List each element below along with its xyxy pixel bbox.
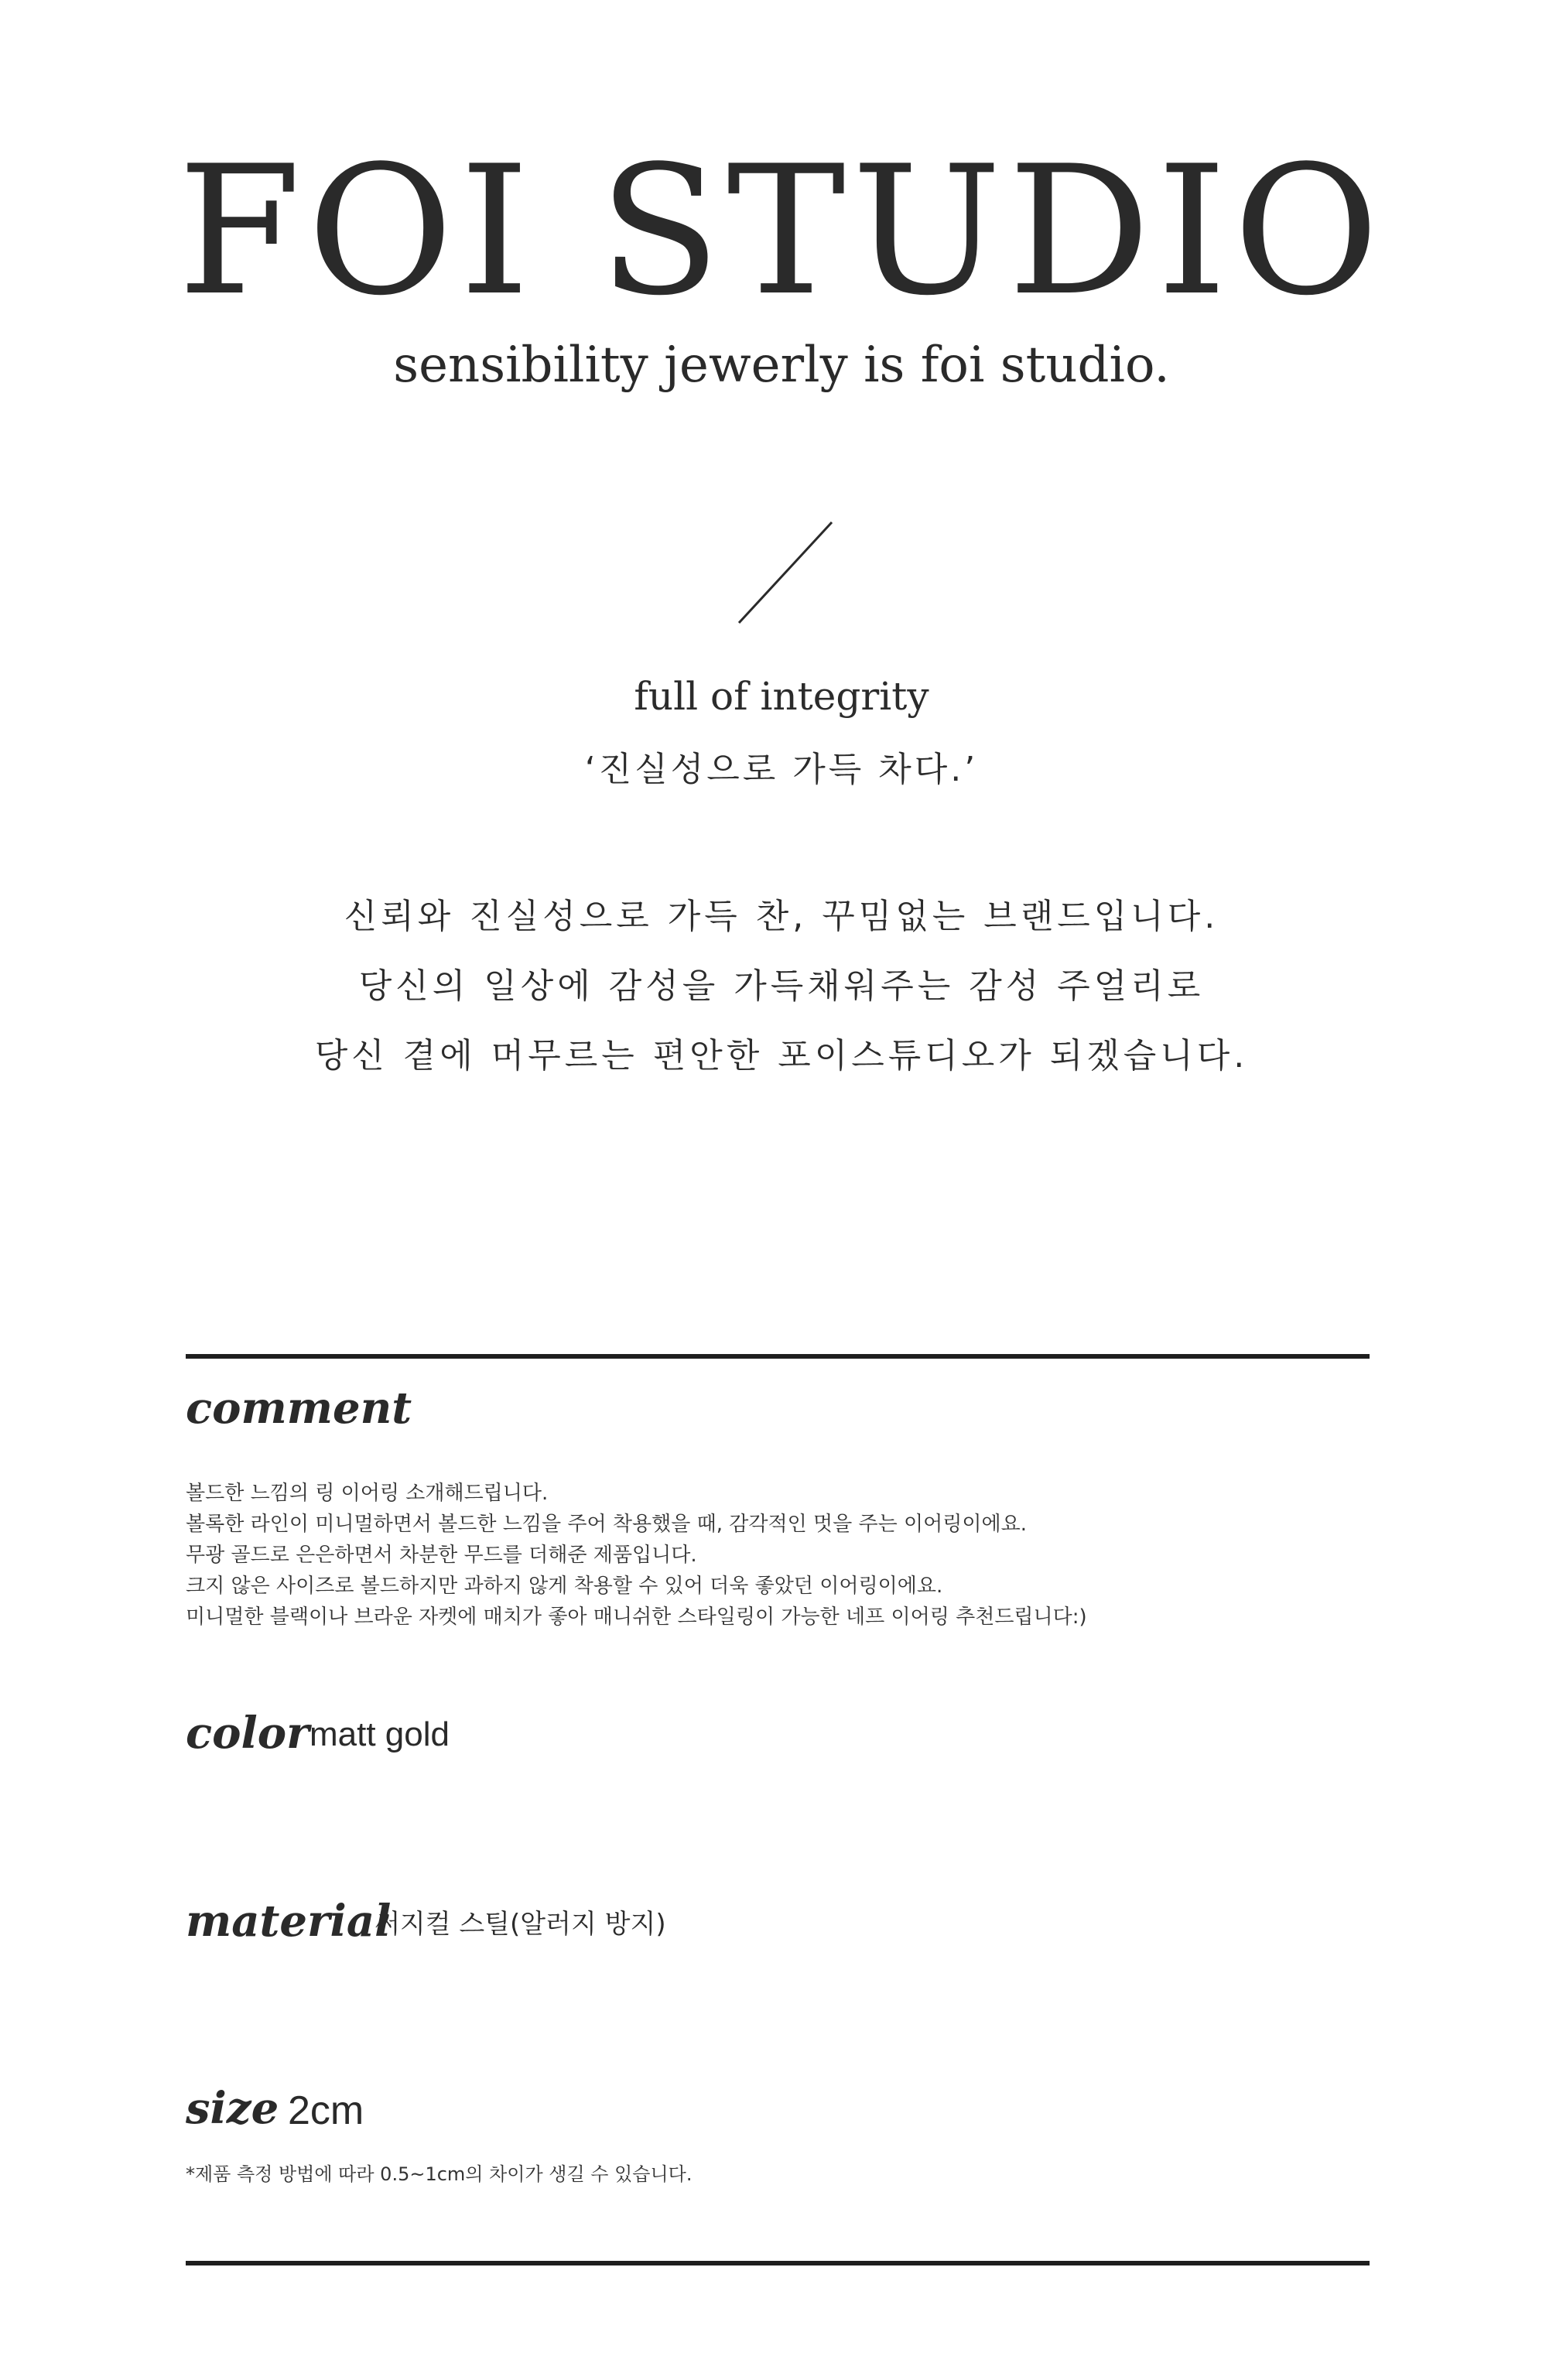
comment-line: 볼드한 느낌의 링 이어링 소개해드립니다. xyxy=(186,1482,549,1505)
integrity-heading: full of integrity xyxy=(634,674,929,719)
comment-label: comment xyxy=(186,1383,412,1434)
divider-rule xyxy=(186,1354,1370,1359)
color-label: color xyxy=(186,1708,310,1759)
intro-line: 당신 곁에 머무르는 편안한 포이스튜디오가 되겠습니다. xyxy=(314,1036,1249,1075)
comment-line: 미니멀한 블랙이나 브라운 자켓에 매치가 좋아 매니쉬한 스타일링이 가능한 네프 이어링 추천드립니다:) xyxy=(186,1605,1087,1629)
slash-divider xyxy=(735,518,836,627)
divider-rule xyxy=(186,2261,1370,2265)
intro-line: 당신의 일상에 감성을 가득채워주는 감성 주얼리로 xyxy=(358,966,1205,1006)
size-note: *제품 측정 방법에 따라 0.5~1cm의 차이가 생길 수 있습니다. xyxy=(186,2163,693,2185)
comment-line: 무광 골드로 은은하면서 차분한 무드를 더해준 제품입니다. xyxy=(186,1544,697,1567)
brand-tagline: sensibility jewerly is foi studio. xyxy=(393,337,1170,394)
brand-title: FOI STUDIO xyxy=(177,128,1386,335)
integrity-subheading: ‘진실성으로 가득 차다.’ xyxy=(584,750,979,789)
size-label: size xyxy=(186,2083,279,2134)
color-value: matt gold xyxy=(310,1715,450,1753)
size-value: 2cm xyxy=(288,2088,364,2133)
intro-line: 신뢰와 진실성으로 가득 찬, 꾸밈없는 브랜드입니다. xyxy=(344,897,1219,936)
comment-line: 크지 않은 사이즈로 볼드하지만 과하지 않게 착용할 수 있어 더욱 좋았던 이어링이에요. xyxy=(186,1575,943,1598)
comment-line: 볼록한 라인이 미니멀하면서 볼드한 느낌을 주어 착용했을 때, 감각적인 멋을 주는 이어링이에요. xyxy=(186,1513,1027,1536)
material-label: material xyxy=(186,1896,392,1947)
comment-text xyxy=(186,1478,1393,1633)
material-value: 써지컬 스틸(알러지 방지) xyxy=(375,1909,666,1940)
